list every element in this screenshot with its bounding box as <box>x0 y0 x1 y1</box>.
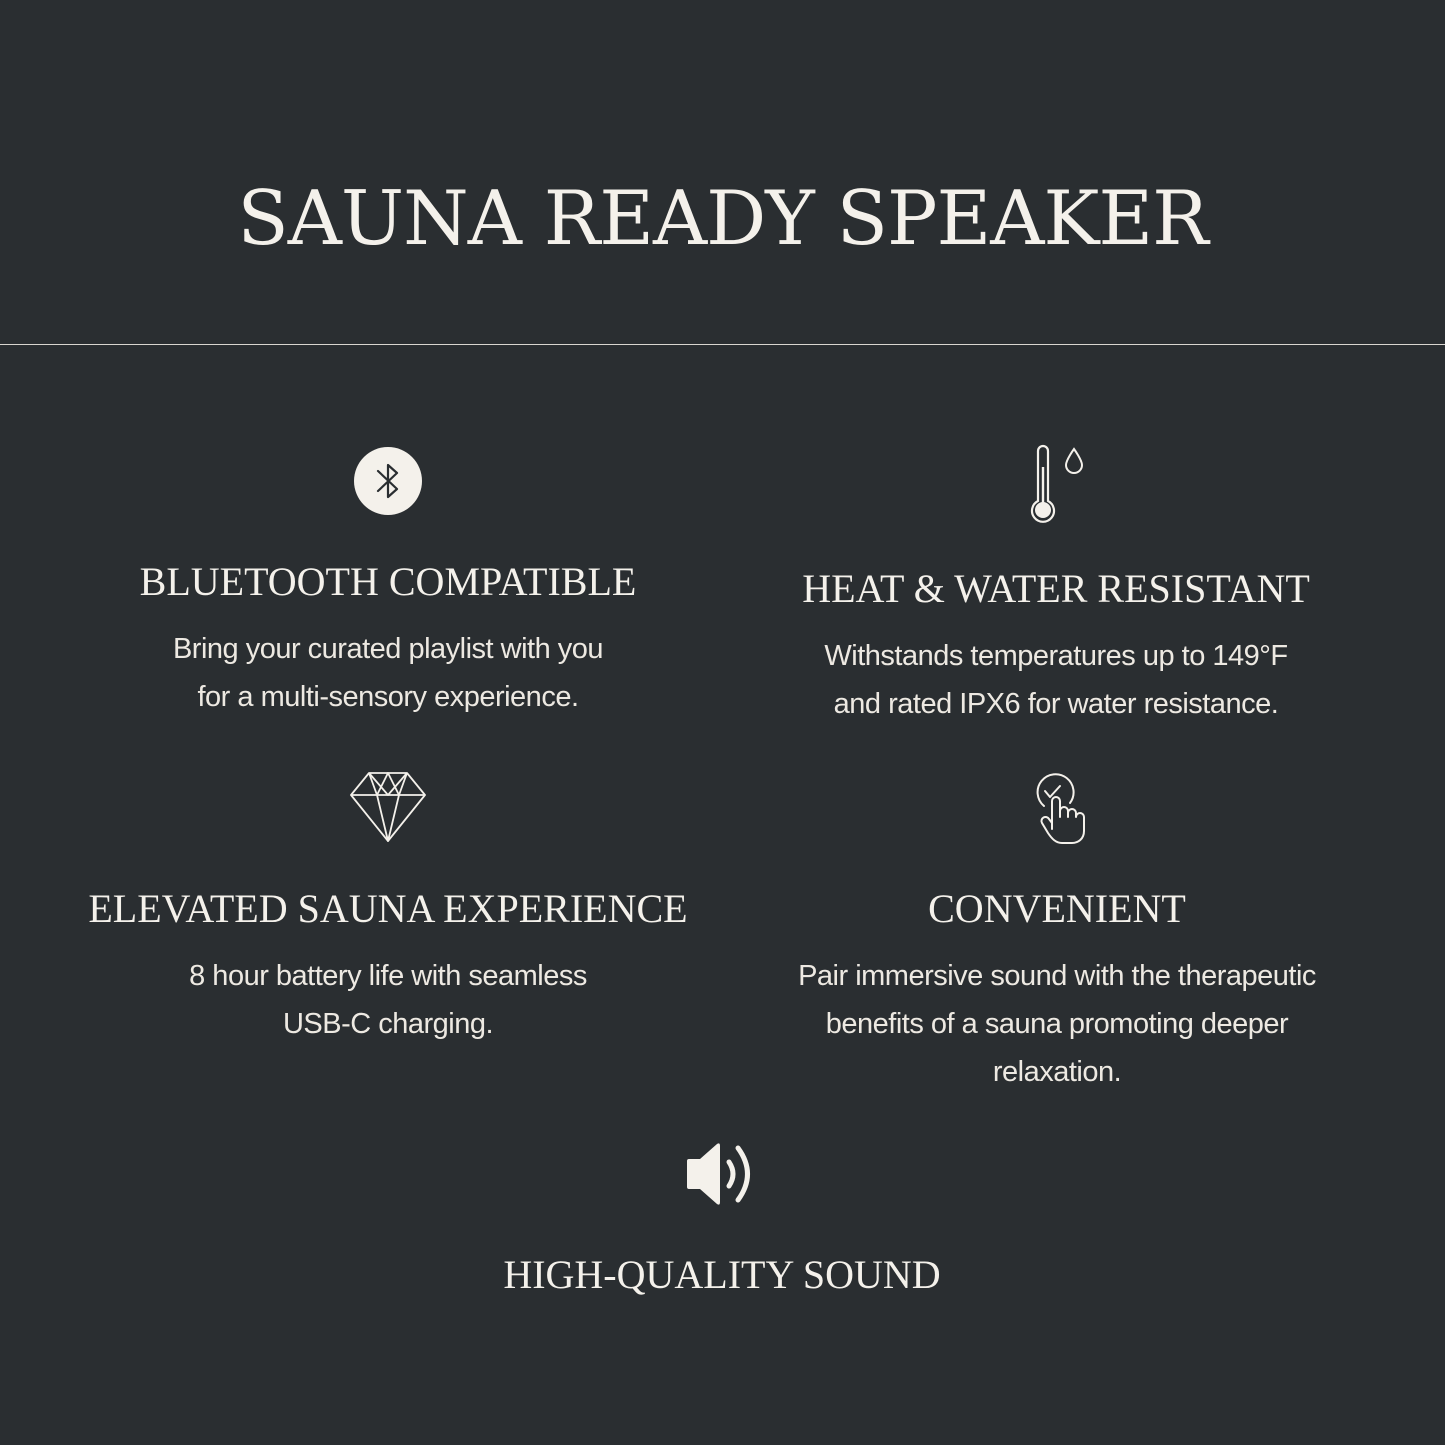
feature-description <box>58 952 718 1048</box>
touch-check-icon <box>1030 773 1088 845</box>
feature-description <box>728 952 1386 1096</box>
feature-description-line: and rated IPX6 for water resistance. <box>833 688 1279 720</box>
diamond-icon <box>349 770 427 844</box>
thermometer-water-icon <box>1022 443 1092 527</box>
feature-description-line: benefits of a sauna promoting deeper <box>825 1008 1289 1040</box>
page-title: SAUNA READY SPEAKER <box>237 174 1208 262</box>
feature-heat-water <box>730 564 1382 728</box>
feature-description-line: relaxation. <box>992 1056 1122 1088</box>
feature-sound <box>422 1250 1022 1300</box>
feature-description-line: Pair immersive sound with the therapeutic <box>798 960 1316 992</box>
feature-title: HIGH-QUALITY SOUND <box>503 1252 941 1297</box>
feature-description <box>730 632 1382 728</box>
feature-convenient <box>728 884 1386 1096</box>
feature-title: BLUETOOTH COMPATIBLE <box>139 559 637 604</box>
feature-description-line: 8 hour battery life with seamless <box>189 960 587 992</box>
feature-description <box>88 625 688 721</box>
feature-title: CONVENIENT <box>928 886 1186 931</box>
feature-title: HEAT & WATER RESISTANT <box>802 566 1310 611</box>
feature-description-line: USB-C charging. <box>282 1008 494 1040</box>
feature-description-line: for a multi-sensory experience. <box>197 681 579 713</box>
header-divider <box>0 344 1445 345</box>
speaker-icon <box>684 1138 762 1210</box>
bluetooth-icon <box>353 446 423 516</box>
feature-elevated <box>58 884 718 1048</box>
feature-description-line: Bring your curated playlist with you <box>172 633 604 665</box>
feature-bluetooth <box>88 557 688 721</box>
feature-description-line: Withstands temperatures up to 149°F <box>824 640 1288 672</box>
feature-title: ELEVATED SAUNA EXPERIENCE <box>88 886 688 931</box>
